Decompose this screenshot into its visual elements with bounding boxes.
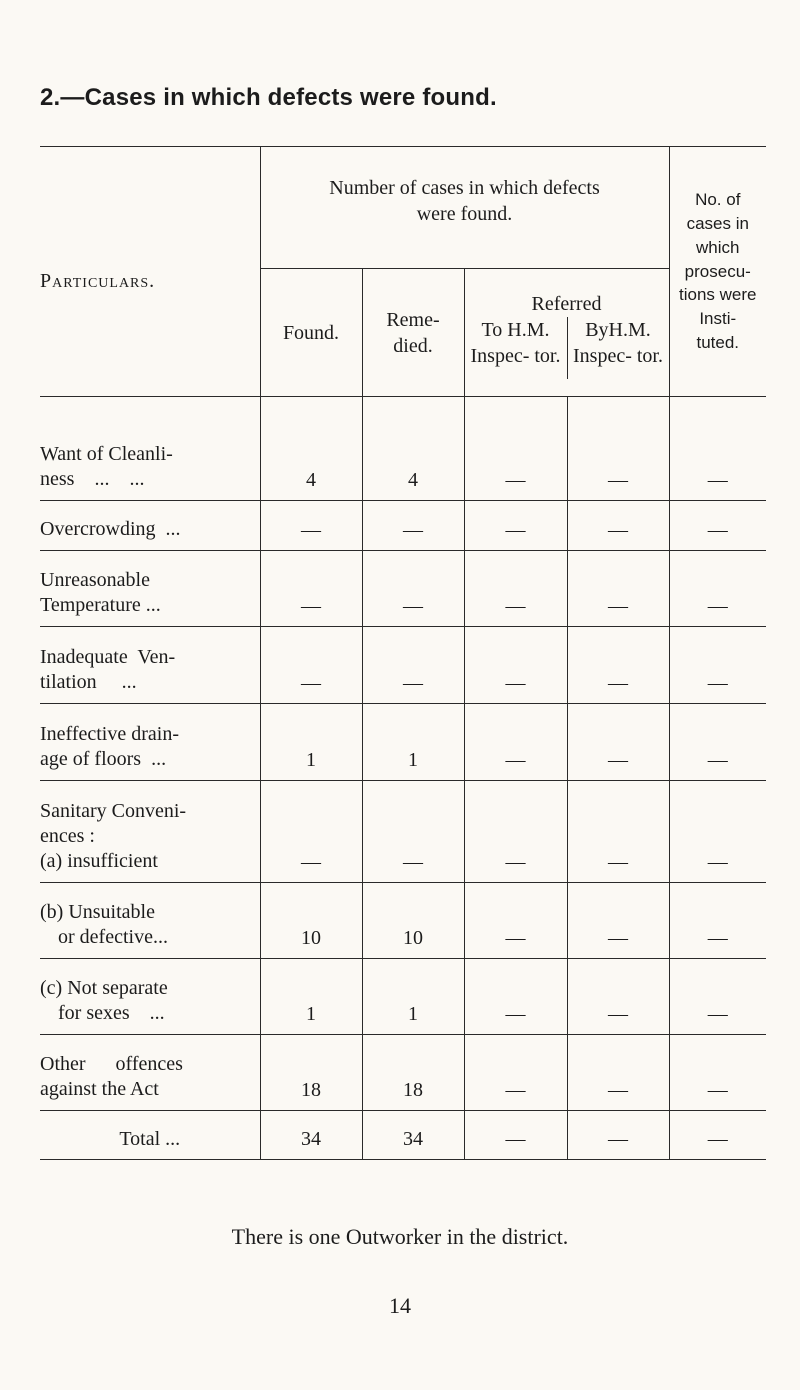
total-row (40, 1111, 766, 1160)
cell-by-hm: — (567, 1035, 669, 1111)
cell-remedied: 1 (362, 704, 464, 781)
total-found: 34 (260, 1111, 362, 1160)
header-by-hm-inspector: ByH.M. Inspec- tor. (573, 318, 663, 367)
cell-remedied: — (362, 781, 464, 883)
cell-prosecutions: — (669, 883, 766, 959)
cell-to-hm: — (464, 959, 567, 1035)
cell-to-hm: — (464, 627, 567, 704)
cell-by-hm: — (567, 551, 669, 627)
row-label: Inadequate Ven- tilation ... (40, 627, 260, 704)
header-prosecutions: No. of cases in which prosecu- tions were Insti- tuted. (669, 147, 766, 397)
cell-remedied: 18 (362, 1035, 464, 1111)
table-row (40, 1035, 766, 1111)
cell-found: 1 (260, 959, 362, 1035)
cell-to-hm: — (464, 551, 567, 627)
cell-to-hm: — (464, 781, 567, 883)
cell-by-hm: — (567, 704, 669, 781)
cell-remedied: 10 (362, 883, 464, 959)
cell-remedied: — (362, 501, 464, 551)
cell-found: — (260, 551, 362, 627)
cell-to-hm: — (464, 883, 567, 959)
row-label: (c) Not separate for sexes ... (40, 959, 260, 1035)
cell-to-hm: — (464, 1035, 567, 1111)
table-row (40, 627, 766, 704)
row-label: Want of Cleanli- ness ... ... (40, 397, 260, 501)
table-row (40, 959, 766, 1035)
cell-found: 10 (260, 883, 362, 959)
cell-prosecutions: — (669, 781, 766, 883)
cell-by-hm: — (567, 627, 669, 704)
cell-to-hm: — (464, 397, 567, 501)
total-label: Total ... (40, 1111, 260, 1160)
cell-prosecutions: — (669, 397, 766, 501)
total-by-hm: — (567, 1111, 669, 1160)
header-remedied: Reme- died. (362, 269, 464, 397)
row-label: Sanitary Conveni- ences : (a) insufficient (40, 781, 260, 883)
cell-by-hm: — (567, 501, 669, 551)
cell-prosecutions: — (669, 959, 766, 1035)
cell-found: 4 (260, 397, 362, 501)
cell-found: 18 (260, 1035, 362, 1111)
table-row (40, 501, 766, 551)
cell-by-hm: — (567, 959, 669, 1035)
header-referred-group (464, 269, 669, 397)
total-to-hm: — (464, 1111, 567, 1160)
header-referred: Referred (531, 292, 602, 315)
cell-remedied: 1 (362, 959, 464, 1035)
cell-prosecutions: — (669, 704, 766, 781)
cell-by-hm: — (567, 397, 669, 501)
cell-prosecutions: — (669, 551, 766, 627)
header-particulars: Particulars. (40, 147, 260, 397)
table-row (40, 883, 766, 959)
row-label: Ineffective drain- age of floors ... (40, 704, 260, 781)
row-label: Overcrowding ... (40, 501, 260, 551)
cell-found: — (260, 781, 362, 883)
row-label: Other offences against the Act (40, 1035, 260, 1111)
row-label: Unreasonable Temperature ... (40, 551, 260, 627)
cell-remedied: — (362, 627, 464, 704)
table-row (40, 781, 766, 883)
table-row (40, 551, 766, 627)
row-label: (b) Unsuitable or defective... (40, 883, 260, 959)
table-row (40, 397, 766, 501)
cell-prosecutions: — (669, 501, 766, 551)
page-heading: 2.—Cases in which defects were found. (40, 84, 497, 111)
total-remedied: 34 (362, 1111, 464, 1160)
cell-remedied: — (362, 551, 464, 627)
cell-to-hm: — (464, 501, 567, 551)
cell-by-hm: — (567, 781, 669, 883)
header-number-group: Number of cases in which defects were found. (260, 147, 669, 269)
cell-prosecutions: — (669, 1035, 766, 1111)
footer-note: There is one Outworker in the district. (231, 1224, 569, 1249)
cell-prosecutions: — (669, 627, 766, 704)
cell-remedied: 4 (362, 397, 464, 501)
cell-by-hm: — (567, 883, 669, 959)
table-row (40, 704, 766, 781)
header-found: Found. (260, 269, 362, 397)
cell-found: — (260, 501, 362, 551)
page-number: 14 (389, 1293, 411, 1318)
cell-found: — (260, 627, 362, 704)
total-prosecutions: — (669, 1111, 766, 1160)
defects-table (40, 146, 766, 1160)
header-to-hm-inspector: To H.M. Inspec- tor. (465, 317, 568, 379)
cell-found: 1 (260, 704, 362, 781)
cell-to-hm: — (464, 704, 567, 781)
